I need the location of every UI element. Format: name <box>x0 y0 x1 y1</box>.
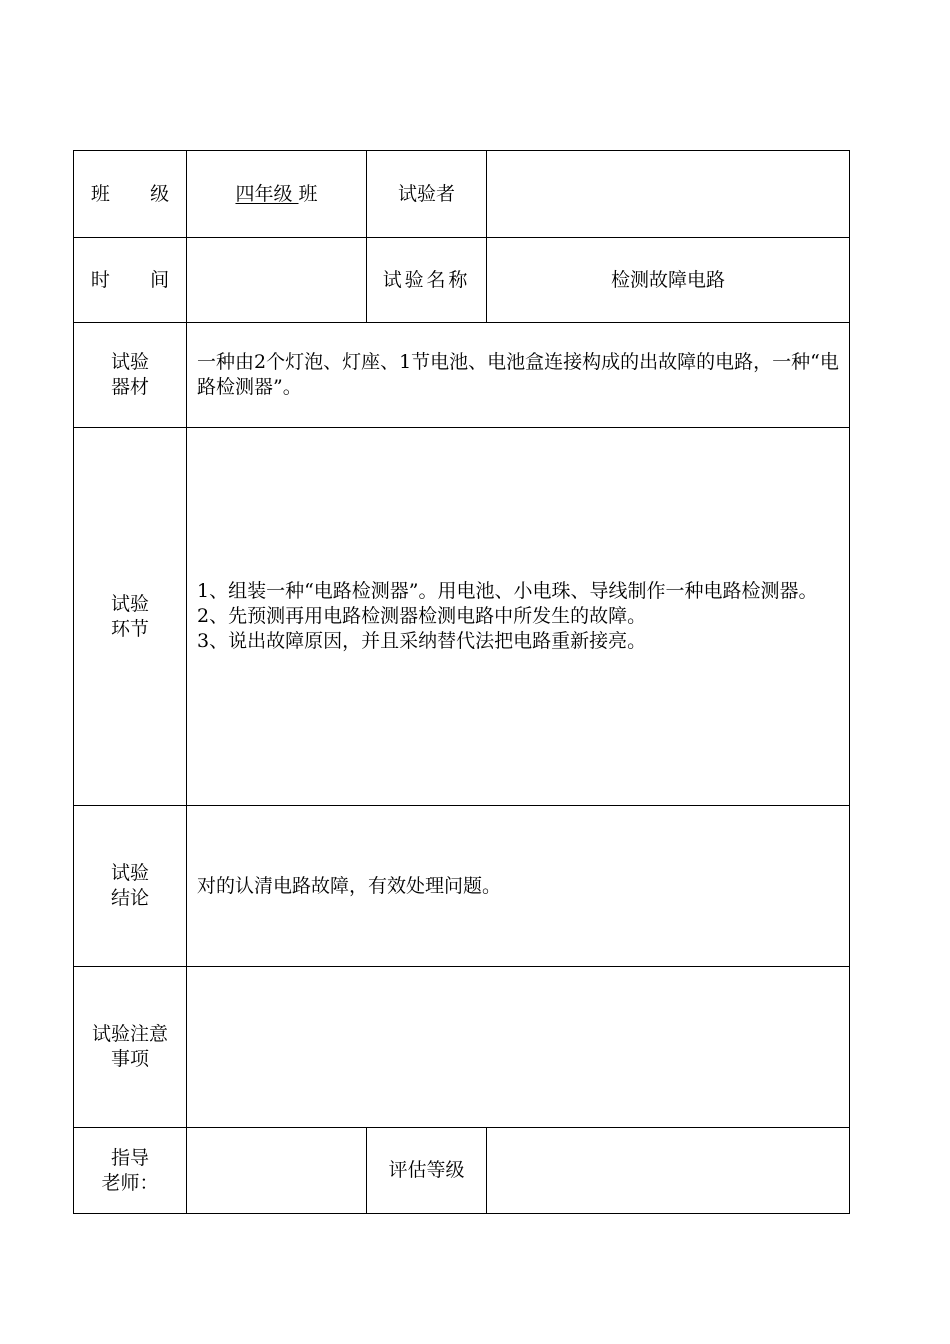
experimenter-label-cell <box>367 151 487 238</box>
step-item-1: 1、组装一种“电路检测器”。用电池、小电珠、导线制作一种电路检测器。 <box>197 580 818 602</box>
steps-content-cell[interactable] <box>187 428 850 806</box>
row-notes <box>74 967 850 1128</box>
grade-label: 评估等级 <box>388 1159 465 1181</box>
materials-text: 一种由2个灯泡、灯座、1节电池、电池盒连接构成的出故障的电路，一种“电路检测器”。 <box>197 351 839 398</box>
time-value-cell[interactable] <box>187 238 367 323</box>
class-value-cell[interactable] <box>187 151 367 238</box>
conclusion-label-cell <box>74 806 187 967</box>
steps-label-cell <box>74 428 187 806</box>
class-label: 班 级 <box>90 182 187 205</box>
materials-label-line1: 试验 <box>110 351 149 373</box>
notes-label-line1: 试验注意 <box>91 1023 168 1045</box>
teacher-label-cell <box>74 1128 187 1214</box>
teacher-label-line2: 老师： <box>101 1171 159 1194</box>
row-class <box>74 151 850 238</box>
notes-content-cell[interactable] <box>187 967 850 1128</box>
time-label-cell <box>74 238 187 323</box>
teacher-value-cell[interactable] <box>187 1128 367 1214</box>
experiment-record-table <box>73 150 850 1214</box>
class-label-cell <box>74 151 187 238</box>
class-grade-value: 四年级 <box>235 182 299 205</box>
materials-content-cell[interactable] <box>187 323 850 428</box>
materials-label-cell <box>74 323 187 428</box>
steps-label-line1: 试验 <box>110 592 149 615</box>
notes-label-line2: 事项 <box>110 1048 149 1070</box>
experiment-name-value-cell[interactable] <box>487 238 850 323</box>
steps-label-line2: 环节 <box>110 617 149 640</box>
conclusion-label-line1: 试验 <box>110 862 149 884</box>
experimenter-value-cell[interactable] <box>487 151 850 238</box>
row-footer <box>74 1128 850 1214</box>
grade-value-cell[interactable] <box>487 1128 850 1214</box>
step-item-3: 3、说出故障原因，并且采纳替代法把电路重新接亮。 <box>197 630 647 652</box>
experimenter-label: 试验者 <box>397 182 455 205</box>
grade-label-cell <box>367 1128 487 1214</box>
conclusion-text: 对的认清电路故障，有效处理问题。 <box>197 874 502 897</box>
step-item-2: 2、先预测再用电路检测器检测电路中所发生的故障。 <box>197 605 647 627</box>
row-conclusion <box>74 806 850 967</box>
notes-label-cell <box>74 967 187 1128</box>
conclusion-content-cell[interactable] <box>187 806 850 967</box>
class-suffix: 班 <box>298 182 318 205</box>
row-time <box>74 238 850 323</box>
experiment-name-label-cell <box>367 238 487 323</box>
row-materials <box>74 323 850 428</box>
row-steps <box>74 428 850 806</box>
materials-label-line2: 器材 <box>110 376 149 398</box>
experiment-name-label: 试验名称 <box>382 268 471 291</box>
conclusion-label-line2: 结论 <box>110 887 149 909</box>
time-label: 时 间 <box>90 268 187 291</box>
experiment-name-value: 检测故障电路 <box>610 268 725 291</box>
teacher-label-line1: 指导 <box>110 1146 149 1169</box>
experiment-record-sheet <box>73 150 849 1213</box>
